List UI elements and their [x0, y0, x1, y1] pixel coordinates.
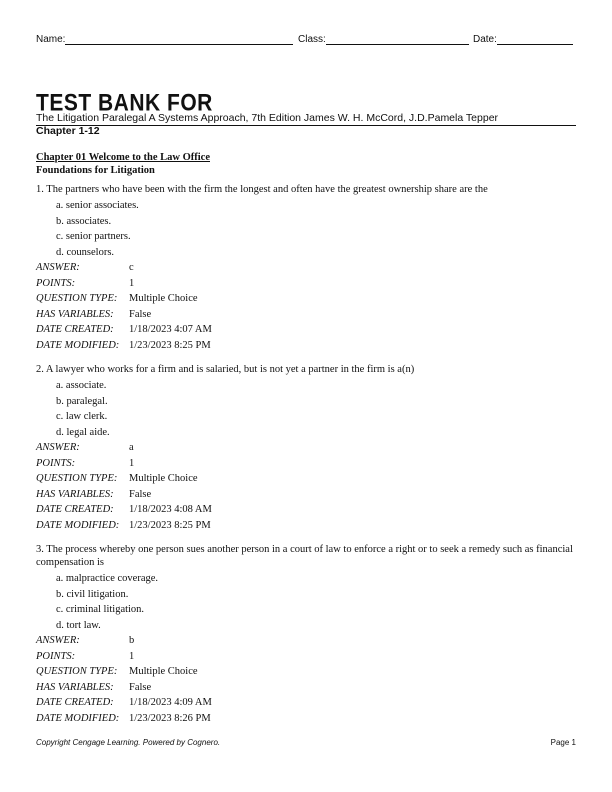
date-modified-value: 1/23/2023 8:25 PM: [129, 339, 211, 351]
answer-row: [36, 440, 576, 456]
option-c: c. law clerk.: [56, 411, 108, 422]
question-3: [36, 543, 576, 726]
date-label: Date:: [473, 34, 497, 45]
question-type-value: Multiple Choice: [129, 473, 198, 484]
chapter-range: Chapter 1-12: [36, 125, 100, 137]
option-b: b. civil litigation.: [56, 588, 129, 600]
answer-value: a: [129, 442, 134, 453]
answer-row: [36, 633, 576, 649]
question-text: 2. A lawyer who works for a firm and is salaried, but is not yet a partner in the firm is a(n): [36, 364, 415, 375]
date-created-row: [36, 695, 576, 711]
has-variables-label: HAS VARIABLES:: [36, 488, 114, 500]
question-1: [36, 183, 576, 353]
question-type-row: [36, 471, 576, 487]
answer-label: ANSWER:: [36, 262, 80, 273]
answer-value: b: [129, 635, 135, 646]
has-variables-value: False: [129, 681, 152, 693]
points-row: [36, 456, 576, 472]
has-variables-value: False: [129, 488, 152, 500]
question-type-label: QUESTION TYPE:: [36, 473, 118, 484]
points-label: POINTS:: [36, 277, 76, 289]
page-number: Page 1: [550, 738, 576, 747]
book-subtitle: The Litigation Paralegal A Systems Approach, 7th Edition James W. H. McCord, J.D.Pamela Tepper: [36, 112, 576, 126]
date-modified-label: DATE MODIFIED:: [36, 712, 120, 724]
option-d: d. legal aide.: [56, 426, 110, 438]
class-blank[interactable]: [326, 34, 469, 45]
section-title: Foundations for Litigation: [36, 165, 155, 176]
has-variables-row: [36, 307, 576, 323]
option-d: d. tort law.: [56, 619, 101, 631]
date-modified-value: 1/23/2023 8:25 PM: [129, 519, 211, 531]
answer-label: ANSWER:: [36, 442, 80, 453]
date-created-value: 1/18/2023 4:08 AM: [129, 504, 212, 515]
option-c: c. criminal litigation.: [56, 604, 145, 615]
date-modified-row: [36, 711, 576, 727]
question-text: 1. The partners who have been with the firm the longest and often have the greatest ownership share are the: [36, 184, 488, 195]
copyright-notice: Copyright Cengage Learning. Powered by Cognero.: [36, 738, 221, 747]
name-field[interactable]: [36, 34, 293, 45]
points-value: 1: [129, 650, 135, 662]
answer-label: ANSWER:: [36, 635, 80, 646]
question-type-value: Multiple Choice: [129, 293, 198, 304]
points-label: POINTS:: [36, 457, 76, 469]
question-text: 3. The process whereby one person sues another person in a court of law to enforce a right or to seek a remedy such as financial compensation is: [36, 544, 573, 568]
date-created-value: 1/18/2023 4:09 AM: [129, 697, 212, 708]
option-a: a. malpractice coverage.: [56, 573, 159, 584]
has-variables-row: [36, 680, 576, 696]
date-created-row: [36, 502, 576, 518]
has-variables-label: HAS VARIABLES:: [36, 308, 114, 320]
date-created-label: DATE CREATED:: [36, 697, 114, 708]
question-type-label: QUESTION TYPE:: [36, 293, 118, 304]
date-modified-label: DATE MODIFIED:: [36, 519, 120, 531]
has-variables-label: HAS VARIABLES:: [36, 681, 114, 693]
question-content: [36, 151, 576, 736]
question-type-row: [36, 291, 576, 307]
question-type-row: [36, 664, 576, 680]
class-label: Class:: [298, 34, 326, 45]
has-variables-row: [36, 487, 576, 503]
option-c: c. senior partners.: [56, 231, 131, 242]
points-label: POINTS:: [36, 650, 76, 662]
option-d: d. counselors.: [56, 246, 115, 258]
question-2: [36, 363, 576, 533]
date-created-value: 1/18/2023 4:07 AM: [129, 324, 212, 335]
date-created-row: [36, 322, 576, 338]
question-type-label: QUESTION TYPE:: [36, 666, 118, 677]
date-created-label: DATE CREATED:: [36, 324, 114, 335]
question-type-value: Multiple Choice: [129, 666, 198, 677]
option-b: b. associates.: [56, 215, 112, 227]
answer-row: [36, 260, 576, 276]
points-row: [36, 649, 576, 665]
date-modified-value: 1/23/2023 8:26 PM: [129, 712, 211, 724]
date-blank[interactable]: [497, 34, 573, 45]
answer-value: c: [129, 262, 134, 273]
test-bank-title: TEST BANK FOR: [36, 90, 213, 117]
points-value: 1: [129, 277, 135, 289]
has-variables-value: False: [129, 308, 152, 320]
class-field[interactable]: [298, 34, 469, 45]
points-value: 1: [129, 457, 135, 469]
option-a: a. associate.: [56, 380, 107, 391]
name-blank[interactable]: [65, 34, 293, 45]
option-b: b. paralegal.: [56, 395, 108, 407]
date-modified-row: [36, 518, 576, 534]
chapter-title: Chapter 01 Welcome to the Law Office: [36, 152, 210, 163]
date-field[interactable]: [473, 34, 573, 45]
date-modified-label: DATE MODIFIED:: [36, 339, 120, 351]
date-modified-row: [36, 338, 576, 354]
points-row: [36, 276, 576, 292]
option-a: a. senior associates.: [56, 200, 139, 211]
name-label: Name:: [36, 34, 66, 45]
date-created-label: DATE CREATED:: [36, 504, 114, 515]
